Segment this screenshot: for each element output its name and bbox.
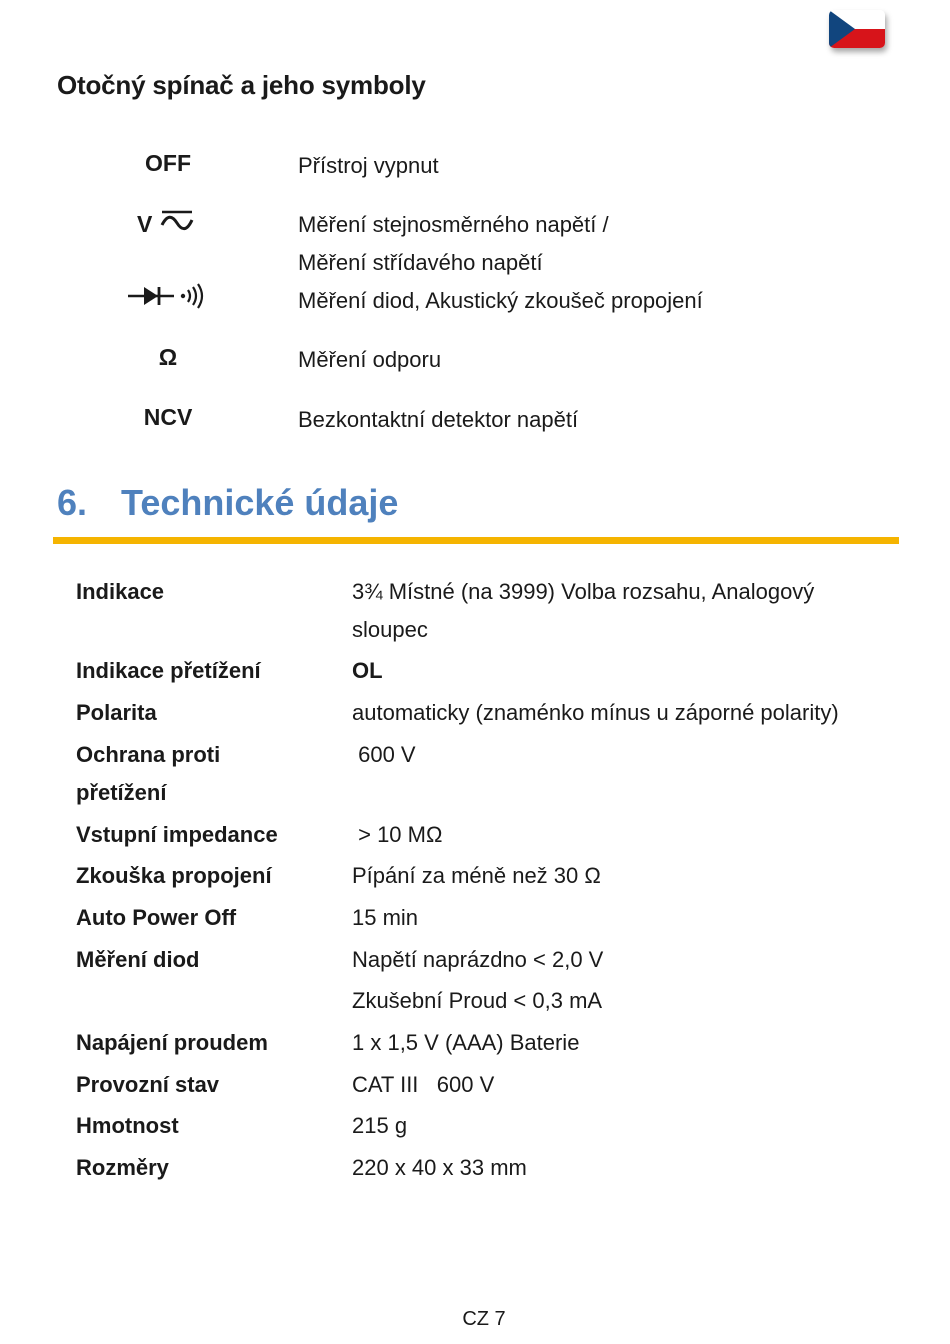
spec-label-weight: Hmotnost — [76, 1113, 179, 1138]
spec-label-continuity: Zkouška propojení — [76, 863, 272, 888]
symbol-off-desc: Přístroj vypnut — [298, 153, 439, 178]
czech-flag-icon — [829, 10, 885, 48]
spec-value-continuity: Pípání za méně než 30 Ω — [352, 863, 601, 888]
spec-value-protection: 600 V — [352, 742, 416, 767]
spec-value-overload: OL — [352, 658, 383, 683]
spec-label-protection-1: Ochrana proti — [76, 742, 221, 767]
spec-label-indikace: Indikace — [76, 579, 165, 604]
symbol-ncv: NCV — [143, 404, 193, 430]
symbol-ohm: Ω — [158, 344, 178, 370]
symbol-voltage — [137, 208, 253, 238]
symbol-ohm-desc: Měření odporu — [298, 347, 442, 372]
spec-label-overload: Indikace přetížení — [76, 658, 261, 683]
ac-dc-wave-icon — [159, 208, 195, 234]
spec-label-dimensions: Rozměry — [76, 1155, 169, 1180]
tech-heading-number: 6. — [57, 482, 88, 523]
spec-value-power: 1 x 1,5 V (AAA) Baterie — [352, 1030, 580, 1055]
spec-value-polarity: automaticky (znaménko mínus u záporné polarity) — [352, 700, 839, 725]
spec-label-operating: Provozní stav — [76, 1072, 220, 1097]
tech-heading-title: Technické údaje — [121, 482, 399, 523]
symbol-ncv-desc: Bezkontaktní detektor napětí — [298, 407, 579, 432]
spec-value-indikace-1: 3¾ Místné (na 3999) Volba rozsahu, Analogový — [352, 579, 815, 604]
symbol-voltage-desc-1: Měření stejnosměrného napětí / — [298, 212, 609, 237]
spec-value-weight: 215 g — [352, 1113, 408, 1138]
symbol-diode — [110, 283, 226, 315]
spec-label-diode: Měření diod — [76, 947, 200, 972]
heading-rule — [53, 537, 899, 544]
switch-section-title: Otočný spínač a jeho symboly — [57, 70, 426, 100]
spec-value-operating: CAT III 600 V — [352, 1072, 495, 1097]
spec-label-auto-power-off: Auto Power Off — [76, 905, 237, 930]
diode-continuity-icon — [126, 283, 210, 309]
spec-label-power: Napájení proudem — [76, 1030, 268, 1055]
spec-value-impedance: > 10 MΩ — [352, 822, 443, 847]
symbol-off: OFF — [145, 150, 191, 176]
tech-heading — [57, 482, 398, 524]
spec-value-indikace-2: sloupec — [352, 617, 428, 642]
spec-label-polarity: Polarita — [76, 700, 157, 725]
spec-value-diode-2: Zkušební Proud < 0,3 mA — [352, 988, 603, 1013]
symbol-voltage-letter: V — [137, 211, 153, 237]
spec-label-protection-2: přetížení — [76, 780, 167, 805]
symbol-voltage-desc-2: Měření střídavého napětí — [298, 250, 543, 275]
symbol-diode-desc: Měření diod, Akustický zkoušeč propojení — [298, 288, 703, 313]
spec-label-impedance: Vstupní impedance — [76, 822, 278, 847]
spec-value-diode-1: Napětí naprázdno < 2,0 V — [352, 947, 604, 972]
spec-value-auto-power-off: 15 min — [352, 905, 419, 930]
page-number: CZ 7 — [462, 1308, 506, 1330]
spec-value-dimensions: 220 x 40 x 33 mm — [352, 1155, 527, 1180]
